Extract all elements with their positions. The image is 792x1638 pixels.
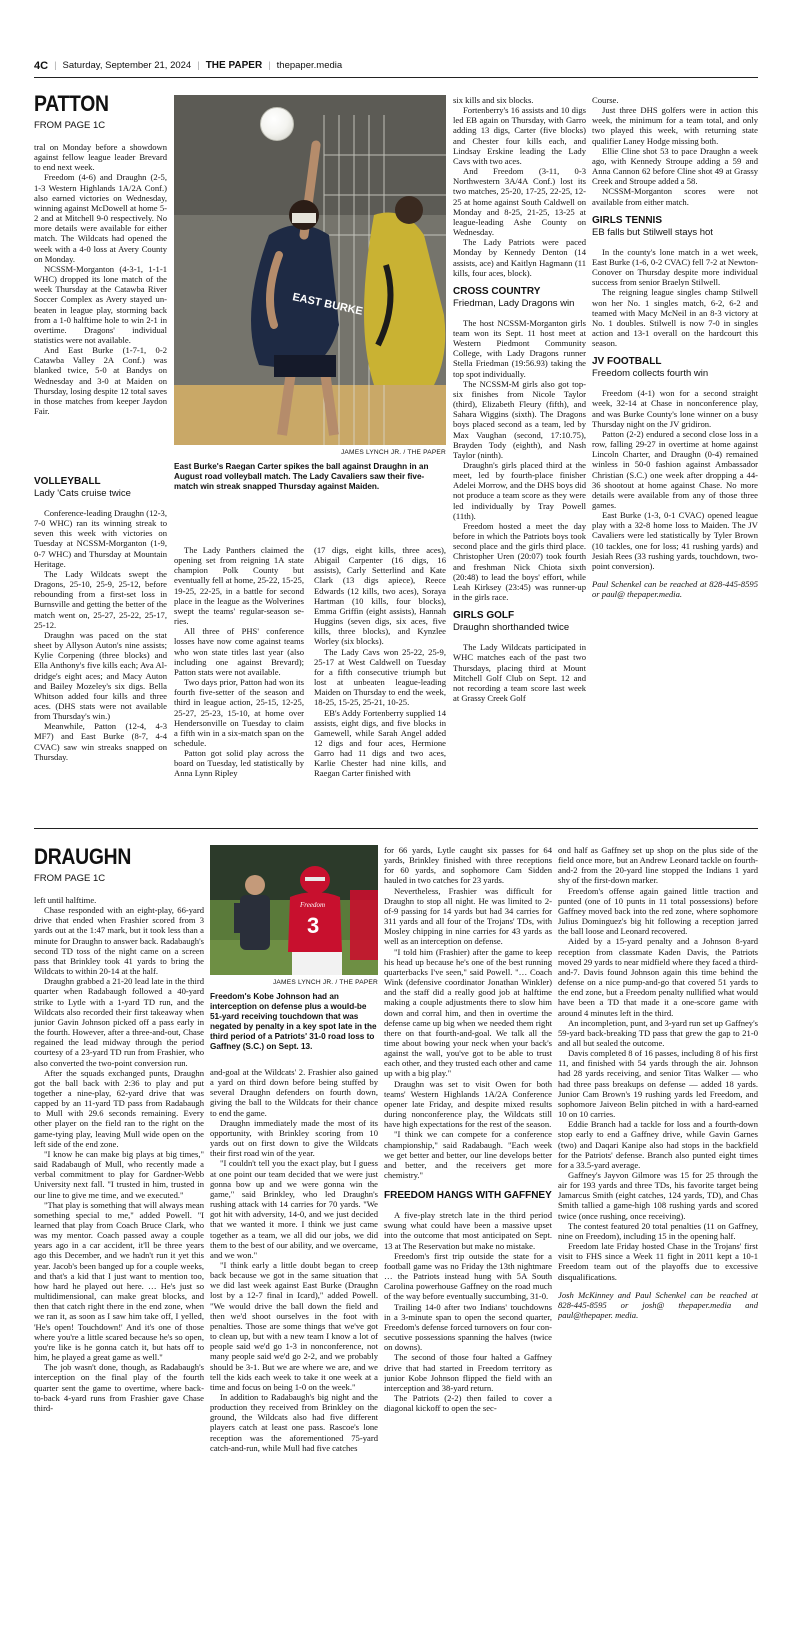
patton-col-4 [453, 95, 586, 805]
paragraph: Freedom's first trip outside the state for a football game was no Friday the 13th nightmare … the Patriots instead hung with 5A South Carolina powerhouse Gaffney on the road much of the way before eventually succumbing, 31-0. [384, 1250, 552, 1302]
paragraph: "That play is something that will always mean something special to me," added Powell. "I learned that play from Coach Bruce Clark, who was my mentor. Coach passed away a couple years ago in a car accident, it'll be three years ago this December, and we hadn't run it yet this year. Jacob's been banged up for a couple weeks, and that's a kid that I just want to mention too, how hard he played out here. … He's just so multidimensional, can make great blocks, and then that catch right there in the end zone, when we ran it, as soon as I saw him take off, I yelled, 'He's open! Touchdown!' And it's one of those where you're a little scared because he's so open, you're like is he gonna catch it, but hats off to him, he played a great game as well." [34, 1199, 204, 1363]
paragraph: In the county's lone match in a wet week, East Burke (1-6, 0-2 CVAC) fell 7-2 at Newton-Conover on Thursday despite more individual success from senior Braelyn Stilwell. [592, 246, 758, 288]
paragraph: EB's Addy Fortenberry supplied 14 assists, eight digs, and five blocks in Gamewell, while Sarah Angel added 12 digs and four aces, Hermione Garro had 11 digs and two aces, Karlie Chester had nine kills, and Raegan Carter finished with [314, 707, 446, 779]
paragraph: And Freedom (3-11, 0-3 Northwestern 3A/4A Conf.) lost its two matches, 25-20, 17-25, 22-25, 12-25 at home against South Caldwell on Monday and 8-25, 21-25, 13-25 at league-leading Ashe County on Wednesday. [453, 166, 586, 238]
page-number: 4C [34, 59, 49, 72]
paragraph: and-goal at the Wildcats' 2. Frashier also gained a yard on third down before being stuffed by several Draughn defenders on fourth down, giving the ball to the Wildcats for their chance to end the game. [210, 1067, 378, 1118]
jv-football-subhead: JV FOOTBALL [592, 356, 662, 368]
paragraph: Freedom (4-1) won for a second straight week, 32-14 at Chase in nonconference play, and was Burke County's lone winner on a busy Thursday night on the JV gridiron. [592, 388, 758, 429]
patton-jump-line: FROM PAGE 1C [34, 120, 106, 131]
draughn-signoff: Josh McKinney and Paul Schenkel can be reached at 828-445-8595 or josh@ thepaper.media and paul@thepaper. media. [558, 1289, 758, 1321]
paragraph: After the squads exchanged punts, Draughn got the ball back with 2:36 to play and put together a nine-play, 62-yard drive that was capped by an 11-yard TD pass from Radabaugh to Mull with 29.6 seconds remaining. Every other player on the field ran to the right on the game-tying play, leaving Mull wide open on the left side of the end zone. [34, 1067, 204, 1149]
photo-caption: East Burke's Raegan Carter spikes the ball against Draughn in an August road volleyball match. The Lady Cavaliers saw their five-match win streak snapped Thursday against Maiden. [174, 462, 429, 492]
paragraph: "I couldn't tell you the exact play, but I guess at one point our team decided that we were just gonna bow up and we were gonna win the game," said Brinkley, who led Draughn's rushing attack with 14 carries for 70 yards. "We got hit with adversity, 14-0, and we just decided that we wanted it more. I think we just came together as a team, we all did our jobs, we did them to the best of our ability, and we overcame, and we won." [210, 1158, 378, 1260]
paragraph: NCSSM-Morganton (4-3-1, 1-1-1 WHC) dropped its lone match of the week Thursday at the Catawba River Soccer Complex as Avery stayed unbeaten in league play, storming back from a 1-0 halftime hole to win 2-1 in overtime. Dragons' individual statistics were not available. [34, 263, 167, 345]
football-photo [210, 845, 378, 975]
folio-separator: | [54, 59, 57, 71]
paragraph: The Lady Panthers claimed the opening set from reigning 1A state champion Polk County but eventually fell at home, 25-22, 15-25, 19-25, 22-25, in a battle for second place in the league as the Wolverines swept the teams' regular-season series. [174, 545, 304, 627]
cross-country-deck: Friedman, Lady Dragons win [453, 297, 575, 309]
paper-site: thepaper.media [276, 59, 343, 71]
paragraph: Freedom late Friday hosted Chase in the Trojans' first visit to FHS since a Week 11 fight in 2011 kept a 10-1 Freedom team out of the playoffs due to excessive disqualifications. [558, 1241, 758, 1282]
volleyball-subhead: VOLLEYBALL [34, 476, 101, 487]
folio-separator: | [268, 59, 271, 71]
volleyball-photo-art [174, 95, 446, 445]
paragraph: The NCSSM-M girls also got top-six finishes from Nicole Taylor (third), Elizabeth Fleury (fifth), and Sahara Wiggins (sixth). The Dragons boys placed second as a team, led by Max Vaughan (second, 17:10.75), Brayden Tody (eighth), and Nash Taylor (ninth). [453, 378, 586, 460]
paragraph: Freedom hosted a meet the day before in which the Patriots boys took second place and the girls third place. Christopher Uren (20:07) took fourth and freshman Nick Chiota sixth (20:48) to lead the boys' effort, while Leah Kirksey (23:45) was runner-up in the girls race. [453, 520, 586, 603]
paragraph: "I think early a little doubt began to creep back because we got in the same situation that we did last week against East Burke (Draughn lost by a 12-7 final in Icard)," added Powell. "We would drive the ball down the field and then we'd shoot ourselves in the foot with penalties. Those are some things that we've got to clean up, but with a new team I know a lot of people said we'd go 1-3 in nonconference, not many people said we'd go 2-2, and we probably should be 3-1. But we are where we are, and we tell the kids each week to take it one week at a time and focus on being 1-0 on the week." [210, 1259, 378, 1392]
photo-caption: Freedom's Kobe Johnson had an interception on defense plus a would-be 51-yard receiving touchdown that was negated by penalty in a key spot late in the third period of a Patriots' 31-0 road loss to Gaffney (S.C.) on Sept. 13. [210, 992, 377, 1052]
patton-col-1-body [34, 142, 167, 416]
paragraph: Draughn was set to visit Owen for both teams' Western Highlands 1A/2A Conference opener late Friday, and despite mixed results during nonconference play, the Wildcats still have high expectations for the rest of the season. [384, 1078, 552, 1130]
paragraph: Course. [592, 95, 619, 105]
draughn-col-4 [558, 845, 758, 1607]
paragraph: tral on Monday before a showdown against fellow league leader Brevard to end next week. [34, 142, 167, 173]
photo-credit: JAMES LYNCH JR. / THE PAPER [340, 449, 446, 456]
patton-signoff: Paul Schenkel can be reached at 828-445-8595 or paul@ thepaper.media. [592, 579, 758, 600]
folio-separator: | [197, 59, 200, 71]
paragraph: Eddie Branch had a tackle for loss and a fourth-down stop early to end a Gaffney drive, while Gavin Garnes (two) and Daqari Kanipe also had stops in the backfield for the Patriots' defense. Branch also punted eight times for a 33.5-yard average. [558, 1119, 758, 1170]
svg-text:3: 3 [307, 913, 320, 938]
paragraph: The second of those four halted a Gaffney drive that had started in Freedom territory as junior Kobe Johnson flipped the field with an interception and 38-yard return. [384, 1352, 552, 1393]
girls-tennis-subhead: GIRLS TENNIS [592, 214, 663, 226]
patton-col-1b [34, 476, 167, 806]
paragraph: Chase responded with an eight-play, 66-yard drive that ended when Frashier scored from 3 yards out at the 1:47 mark, but it took less than a minute for Draughn to answer back. Radabaugh's second TD toss of the night came on a screen pass that Brinkley took 41 yards to bring the Wildcats to within 20-14 at the half. [34, 905, 204, 977]
paragraph: Patton (2-2) endured a second close loss in a row, falling 29-27 in overtime at home against Lincoln Charter, and Draughn (0-4) remained winless in 50-0 fashion against Ambassador Christian (S.C.) one week after dropping a 44-36 shootout at home against Chase. No more details were available from any of those three games. [592, 428, 758, 510]
story-divider-rule [34, 828, 758, 829]
volleyball-photo-block [174, 95, 446, 525]
draughn-kicker: DRAUGHN [34, 845, 132, 869]
patton-col-2 [174, 545, 304, 815]
girls-golf-subhead: GIRLS GOLF [453, 610, 515, 622]
paragraph: The job wasn't done, though, as Radabaugh's interception on the final play of the fourth quarter sent the game to overtime, where back-to-back 4-yard runs from Frashier gave Chase third- [34, 1362, 204, 1413]
paragraph: Freedom (4-6) and Draughn (2-5, 1-3 Western Highlands 1A/2A Conf.) also earned victories on Wednesday, winning against McDowell at home 5-2 and at Mitchell 9-0 respectively. No more details were available for either match. The Wildcats had opened the week with a 4-0 loss at Avery County on Monday. [34, 172, 167, 264]
paragraph: Davis completed 8 of 16 passes, including 8 of his first 11, and finished with 54 yards through the air. Johnson had 28 yards receiving, and senior Titas Walker — who had three pass breakups on defense — added 18 yards. Junior Cam Brown's 19 rushing yards led Freedom, and sophomore Jaiveon Belin pitched in with a hard-earned 10 on 10 carries. [558, 1048, 758, 1120]
paragraph: Nevertheless, Frashier was difficult for Draughn to stop all night. He was limited to 2-of-9 passing for 14 yards but had 34 carries for 311 yards and all four of the Trojans' TDs, with Mosley chipping in nine carries for 43 yards as well as an interception on defense. [384, 885, 552, 947]
patton-col-5 [592, 95, 758, 815]
paragraph: Gaffney's Jayvon Gilmore was 15 for 25 through the air for 193 yards and three TDs, his favorite target being Jamarcus Smith (eight catches, 124 yards, TD), and Chas Smith tallied a game-high 108 rushing yards and scored twice (once rushing, once receiving). [558, 1170, 758, 1221]
folio-date: Saturday, September 21, 2024 [62, 59, 192, 71]
paragraph: Just three DHS golfers were in action this week, the minimum for a team total, and only two played this week, with returning state qualifier Laney Hodge missing both. [592, 105, 758, 146]
volleyball-photo [174, 95, 446, 445]
volleyball-icon [260, 107, 294, 141]
paragraph: Conference-leading Draughn (12-3, 7-0 WHC) ran its winning streak to seven this week with victories on Tuesday at NCSSM-Morganton (1-9, 0-7 WHC) and Thursday at Mountain Heritage. [34, 508, 167, 569]
paragraph: The reigning league singles champ Stilwell won her No. 1 singles match, 6-2, 6-2 and teamed with Macy McNeil in an 8-3 victory at No. 1 doubles. Stilwell is now 7-0 in singles action and 13-1 overall on the hardcourt this season. [592, 287, 758, 349]
paragraph: The host NCSSM-Morganton girls team won its Sept. 11 host meet at Western Piedmont Community College, with Lady Dragons runner Stella Friedman (19:56.93) taking the top spot individually. [453, 317, 586, 379]
paragraph: An incompletion, punt, and 3-yard run set up Gaffney's 59-yard back-breaking TD pass that grew the gap to 21-0 and all but sealed the outcome. [558, 1017, 758, 1048]
paper-name: THE PAPER [205, 59, 263, 71]
patton-col-3 [314, 545, 446, 815]
draughn-jump-line: FROM PAGE 1C [34, 873, 106, 884]
paragraph: All three of PHS' conference losses have now come against teams who won state titles last year (also including one against Brevard); Patton stats were not available. [174, 626, 304, 677]
paragraph: The Lady Wildcats swept the Dragons, 25-10, 25-9, 25-12, before rebounding from a first-set loss in Burnsville and getting the better of the match went on, 25-27, 25-22, 25-17, 25-12. [34, 568, 167, 630]
paragraph: Fortenberry's 16 assists and 10 digs led EB again on Thursday, with Garro adding 13 digs, Carter (five blocks) and Chester four kills each, and Lindsay Erskine leading the Lady Cavs with two aces. [453, 105, 586, 166]
paragraph: Draughn immediately made the most of its opportunity, with Brinkley scoring from 10 yards out on first down to give the Wildcats their first road win of the year. [210, 1117, 378, 1159]
svg-text:Freedom: Freedom [300, 901, 326, 909]
paragraph: Two days prior, Patton had won its fourth five-setter of the season and third in league action, 25-15, 12-25, 25-27, 25-23, 15-10, at home over Hendersonville on Tuesday to claim a fifth win in a six-match span on the schedule. [174, 677, 304, 748]
paragraph: The Patriots (2-2) then failed to cover a diagonal kickoff to open the sec- [384, 1392, 552, 1414]
paragraph: Trailing 14-0 after two Indians' touchdowns in a 3-minute span to open the second quarter, Freedom's defense forced turnovers on four consecutive possessions spanning the halves (twice on downs). [384, 1301, 552, 1353]
freedom-subhead: FREEDOM HANGS WITH GAFFNEY [384, 1190, 552, 1202]
paragraph: Ellie Cline shot 53 to pace Draughn a week ago, with Kennedy Stroupe adding a 59 and Anna Cannon 62 before Cline shot 49 at Grassy Creek and Stroupe added a 58. [592, 145, 758, 187]
patton-col-1 [34, 92, 167, 438]
football-photo-block [210, 845, 378, 1057]
paragraph: "I told him (Frashier) after the game to keep his head up because he's one of the best running quarterbacks I've seen," said Powell. "… Coach Wink (defensive coordinator Jonathan Winkler) and the staff did a really good job at halftime making a couple adjustments there to slow him down and corral him, and then in overtime the defense came up big when we needed them right there on that fourth-and-goal. We talk all the time about bowing your neck when your back's against the wall, you've got to be able to trust each other, and they trusted each other and came up with a big play." [384, 946, 552, 1079]
girls-tennis-deck: EB falls but Stilwell stays hot [592, 226, 713, 238]
paragraph: Meanwhile, Patton (12-4, 4-3 MF7) and East Burke (8-7, 4-4 CVAC) saw win streaks snapped on Thursday. [34, 721, 167, 762]
paragraph: A five-play stretch late in the third period swung what could have been a massive upset into the outcome that most anticipated on Sept. 13 at The Reservation but make no mistake. [384, 1210, 552, 1251]
girls-golf-deck: Draughn shorthanded twice [453, 622, 570, 634]
paragraph: Patton got solid play across the board on Tuesday, led statistically by Anna Lynn Ripley [174, 748, 304, 779]
paragraph: East Burke (1-3, 0-1 CVAC) opened league play with a 32-8 home loss to Maiden. The JV Cavaliers were led statistically by Tyler Brown (10 tackles, one for loss; 41 rushing yards) and Jesiah Rees (33 rushing yards, touchdown, two-point conversion). [592, 510, 758, 571]
folio [34, 58, 758, 74]
paragraph: Freedom's offense again gained little traction and punted (one of 10 punts in 11 total possessions) before Gaffney moved back into the red zone, where sophomore Julius Dominguez's big hit following a reception jarred the ball loose and Leonard recovered. [558, 885, 758, 937]
folio-rule [34, 77, 758, 78]
football-photo-art [210, 845, 378, 975]
svg-text:EAST BURKE: EAST BURKE [291, 291, 364, 318]
paragraph: Draughn's girls placed third at the meet, led by fourth-place finisher Adelei Morrow, and the DHS boys did not produce a team score as they were led individually by Tray Powell (11th). [453, 460, 586, 521]
draughn-col-3 [384, 845, 552, 1607]
paragraph: NCSSM-Morganton scores were not available from either match. [592, 186, 758, 207]
paragraph: ond half as Gaffney set up shop on the plus side of the field once more, but an Andrew Leonard tackle on fourth-and-2 from the 20-yard line stopped the Indians 1 yard shy of the first-down marker. [558, 845, 758, 886]
paragraph: And East Burke (1-7-1, 0-2 Catawba Valley 2A Conf.) was blanked twice, 5-0 at Bandys on Wednesday and 3-0 at Maiden on Thursday, losing despite 12 total saves in those matches from keeper Jaydon Fair. [34, 345, 167, 417]
paragraph: In addition to Radabaugh's big night and the production they received from Brinkley on the ground, the Wildcats also had five different players catch at least one pass. Rascoe's lone reception was the aforementioned 75-yard catch-and-run, while Mull had five catches [210, 1392, 378, 1453]
jv-football-deck: Freedom collects fourth win [592, 368, 709, 380]
paragraph: left until halftime. [34, 895, 97, 905]
paragraph: (17 digs, eight kills, three aces), Abigail Carpenter (16 digs, 16 assists), Carly Setterlind and Kate Clark (13 digs apiece), Reece Edwards (12 kills, two aces), Soraya Hartman (10 kills, four blocks), Emma Griffin (eight assists), Hannah Huggins (seven digs, six aces, five kills, three blocks), and Kynzlee Worley (six blocks). [314, 545, 446, 647]
volleyball-deck: Lady 'Cats cruise twice [34, 488, 131, 499]
paragraph: The Lady Patriots were paced Monday by Kennedy Denton (14 assists, ace) and Kaitlyn Hagmann (11 kills, four aces, block). [453, 237, 586, 278]
photo-credit: JAMES LYNCH JR. / THE PAPER [272, 979, 378, 986]
paragraph: Aided by a 15-yard penalty and a Johnson 8-yard reception from classmate Kaden Davis, the Patriots moved 29 yards to near midfield where they faced a third-and-7. Davis found Johnson again this time behind the defense on a nice pump-and-go that covered 51 yards to the end zone, but a Freedom penalty nullified what would have been a TD that made it a one-score game with around 4 minutes left in the third. [558, 936, 758, 1018]
paragraph: "I think we can compete for a conference championship," said Radabaugh. "Each week we get better and better, our line develops better and better, and the receivers get more chemistry." [384, 1129, 552, 1180]
draughn-col-2 [210, 1067, 378, 1607]
paragraph: for 66 yards, Lytle caught six passes for 64 yards, Brinkley finished with three receptions for 60 yards, and sophomore Cam Sidden hauled in two catches for 23 yards. [384, 845, 552, 886]
paragraph: The Lady Cavs won 25-22, 25-9, 25-17 at West Caldwell on Tuesday for a fifth consecutive triumph but lost at unbeaten league-leading Maiden on Thursday to end the week, 18-25, 15-25, 25-21, 10-25. [314, 646, 446, 708]
paragraph: Draughn was paced on the stat sheet by Allyson Auton's nine assists; Kylie Corpening (three blocks) and Ella Anthony's five kills each; Ava Aldridge's eight aces; and Macy Auton and Bailey Mozeley's six digs. Bella Whitson added four kills and three aces. (DHS stats were not available from Thursday's win.) [34, 629, 167, 722]
patton-kicker: PATTON [34, 92, 109, 116]
paragraph: The Lady Wildcats participated in WHC matches each of the past two Thursdays, placing third at Mount Mitchell Golf Club on Sept. 12 and not recording a team score last week at Grassy Creek Golf [453, 642, 586, 703]
paragraph: "I know he can make big plays at big times," said Radabaugh of Mull, who recently made a verbal commitment to play for Gardner-Webb University next fall. "I trusted in him, trusted in our line to give me time, and we executed." [34, 1148, 204, 1200]
paragraph: six kills and six blocks. [453, 95, 534, 105]
cross-country-subhead: CROSS COUNTRY [453, 285, 541, 297]
paragraph: Draughn grabbed a 21-20 lead late in the third quarter when Radabaugh followed a 40-yard strike to Lytle with a 1-yard TD run, and the Wildcats also recorded their first takeaway when junior Gavin Johnson picked off a pass early in the fourth. However, after a three-and-out, Chase regained the lead midway through the period courtesy of a 23-yard TD run from Frashier, who also converted the two-point conversion run. [34, 976, 204, 1068]
paragraph: The contest featured 20 total penalties (11 on Gaffney, nine on Freedom), including 15 in the opening half. [558, 1220, 758, 1241]
draughn-col-1 [34, 845, 204, 1605]
